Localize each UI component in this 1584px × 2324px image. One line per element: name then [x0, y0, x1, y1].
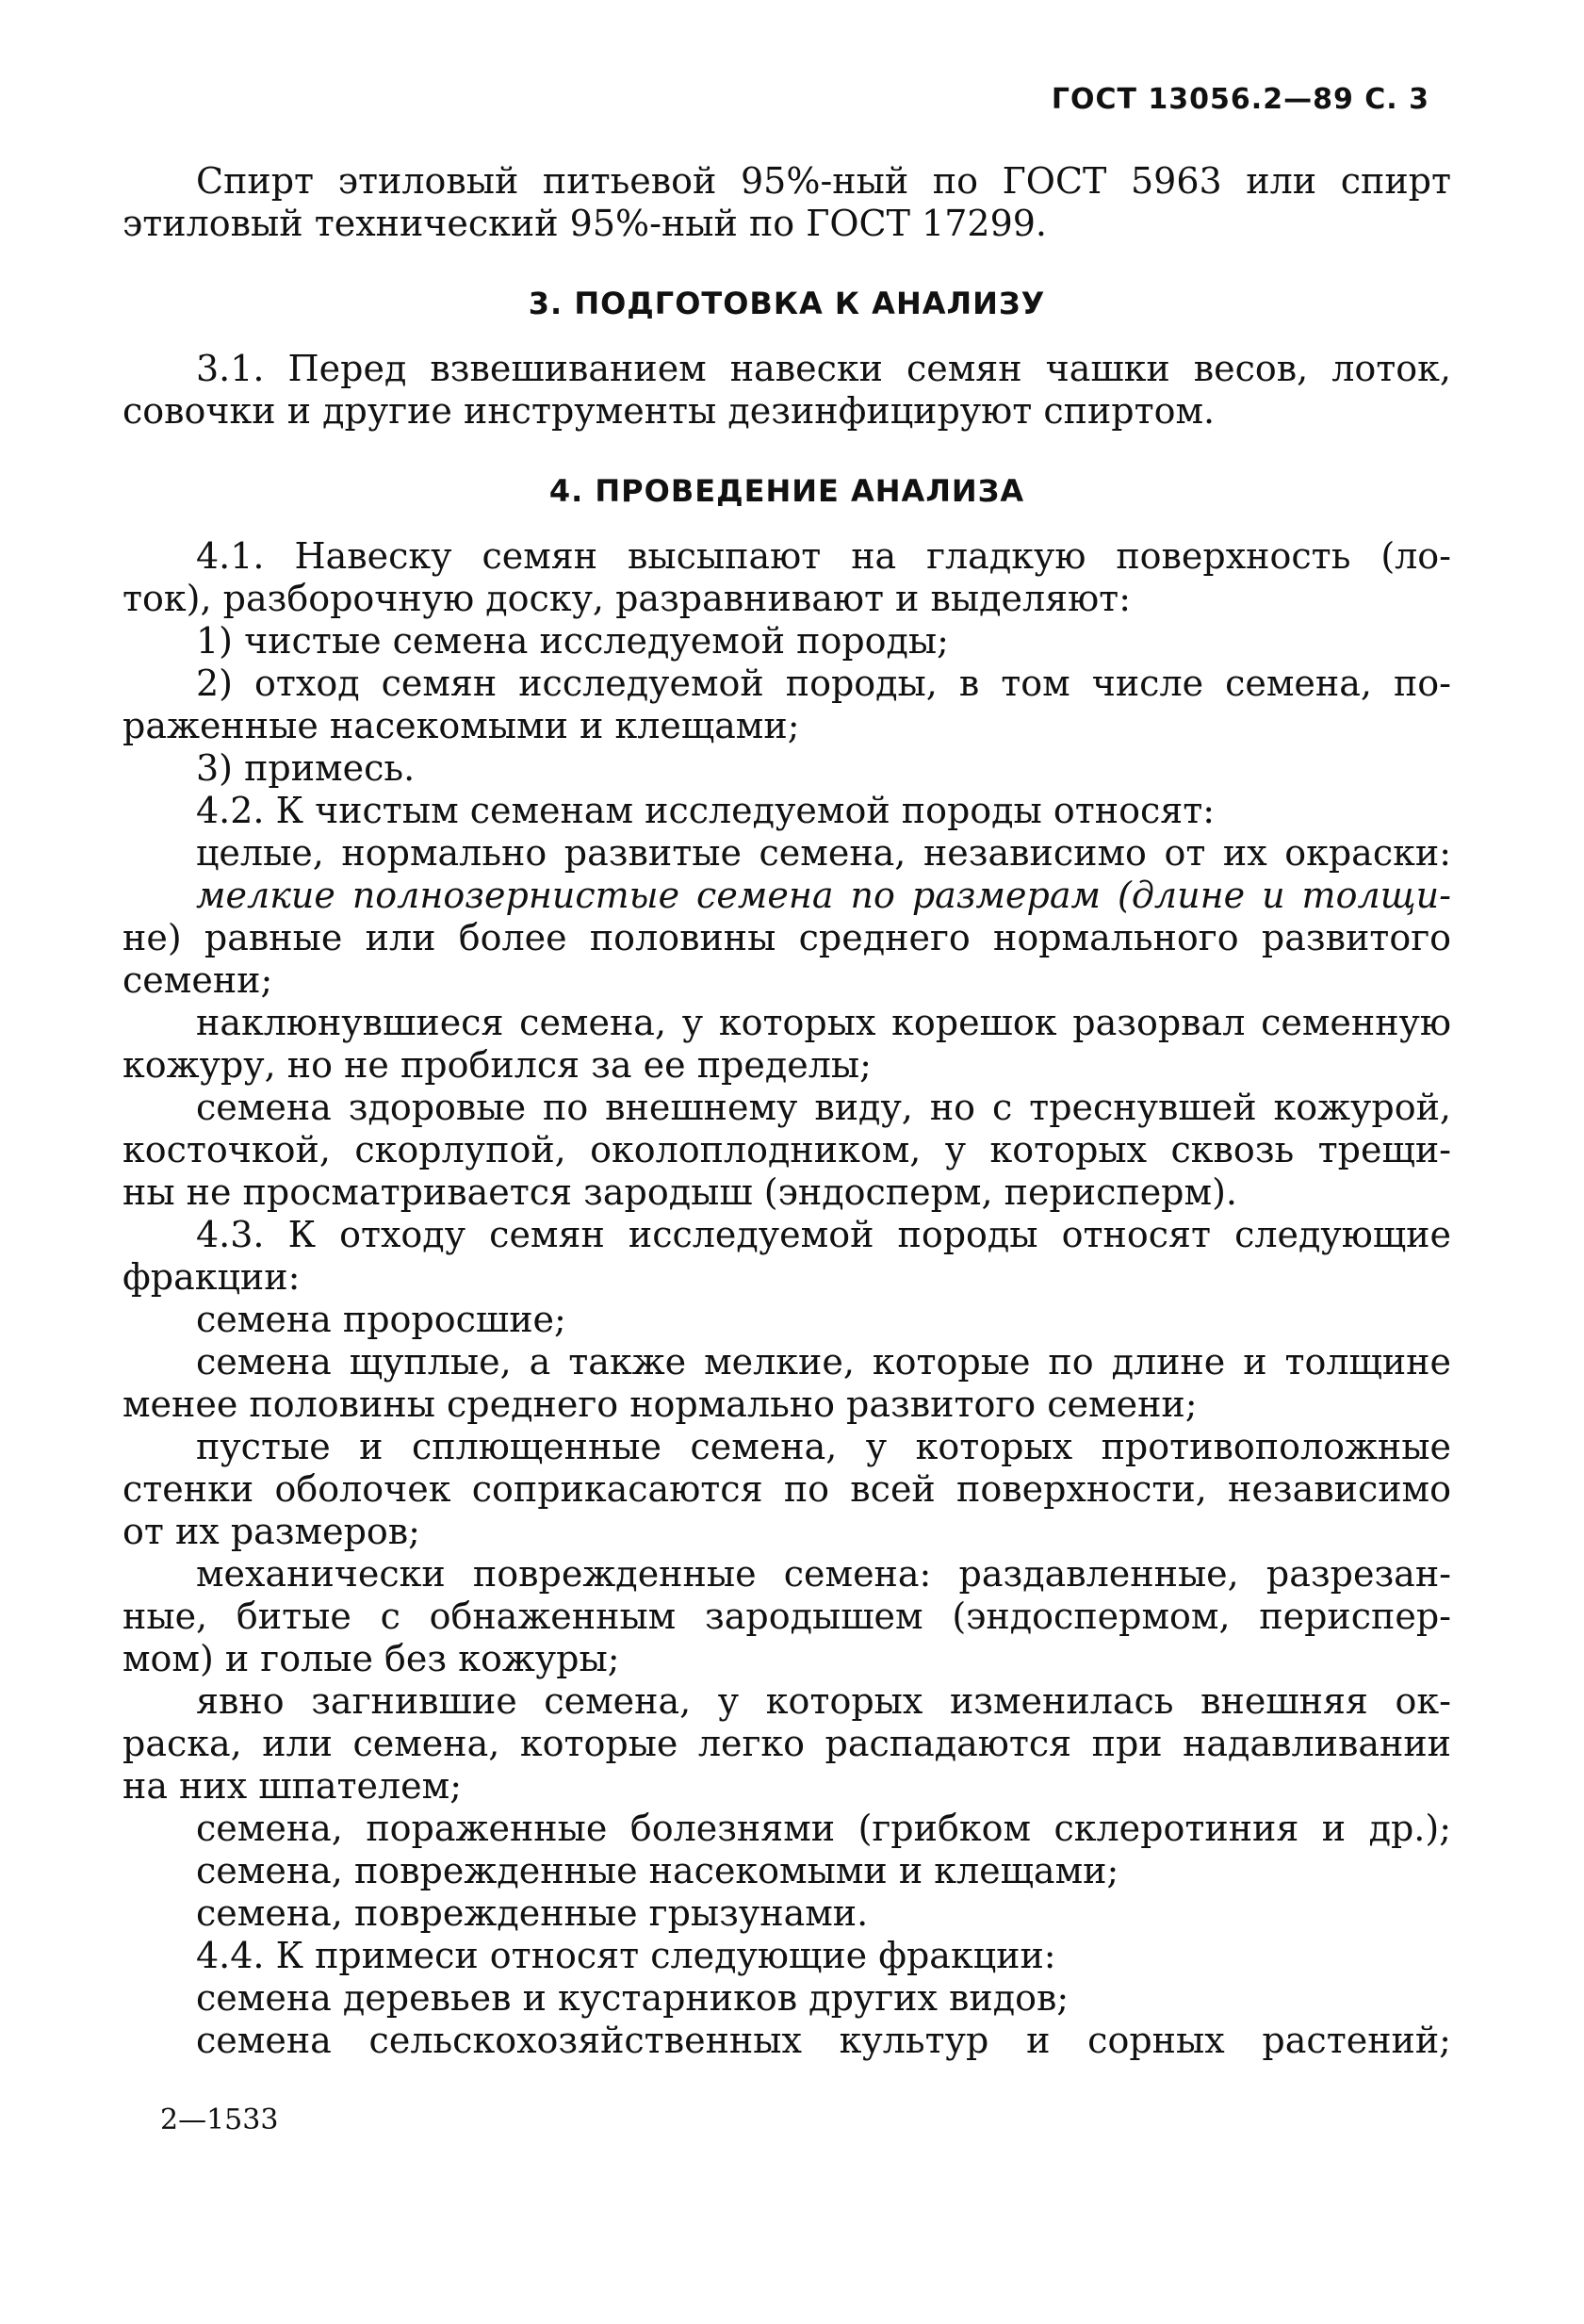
section-4-title: 4. ПРОВЕДЕНИЕ АНАЛИЗА	[548, 473, 1025, 509]
para-4-3-item: от их размеров;	[122, 1511, 420, 1552]
intro-line-1: Спирт этиловый питьевой 95%-ный по ГОСТ 5963 или спирт	[196, 160, 1451, 202]
para-4-2-item: семена здоровые по внешнему виду, но с треснувшей кожурой,	[196, 1087, 1451, 1128]
para-4-1-line-2: ток), разборочную доску, разравнивают и выделяют:	[122, 578, 1132, 619]
para-4-2-item: не) равные или более половины среднего нормального развитого	[122, 917, 1451, 958]
para-3-1-line-1: 3.1. Перед взвешиванием навески семян чашки весов, лоток,	[196, 348, 1451, 389]
para-4-3-line-1: 4.3. К отходу семян исследуемой породы относят следующие	[196, 1214, 1451, 1255]
para-4-2-item: целые, нормально развитые семена, независимо от их окраски:	[196, 832, 1451, 874]
para-4-3-item: семена, поврежденные грызунами.	[196, 1892, 869, 1934]
para-4-2-item: ны не просматривается зародыш (эндосперм, перисперм).	[122, 1171, 1237, 1213]
para-4-3-item: семена проросшие;	[196, 1299, 566, 1340]
printer-signature: 2—1533	[160, 2103, 279, 2136]
para-4-2-item: семени;	[122, 959, 273, 1001]
para-4-1-line-1: 4.1. Навеску семян высыпают на гладкую поверхность (ло-	[196, 535, 1451, 577]
para-4-1-item: 3) примесь.	[196, 747, 416, 789]
running-header: ГОСТ 13056.2—89 С. 3	[1051, 83, 1429, 116]
para-4-4-intro: 4.4. К примеси относят следующие фракции:	[196, 1935, 1056, 1976]
para-4-3-item: семена, пораженные болезнями (грибком склеротиния и др.);	[196, 1808, 1451, 1849]
intro-line-2: этиловый технический 95%-ный по ГОСТ 17299.	[122, 203, 1048, 244]
para-4-3-item: семена щуплые, а также мелкие, которые по длине и толщине	[196, 1341, 1451, 1383]
para-4-3-item: стенки оболочек соприкасаются по всей поверхности, независимо	[122, 1468, 1451, 1510]
para-3-1-line-2: совочки и другие инструменты дезинфицируют спиртом.	[122, 390, 1216, 432]
para-4-2-intro: 4.2. К чистым семенам исследуемой породы относят:	[196, 790, 1216, 831]
para-4-3-item: на них шпателем;	[122, 1765, 463, 1807]
para-4-3-item: пустые и сплющенные семена, у которых противоположные	[196, 1426, 1451, 1467]
para-4-4-item: семена деревьев и кустарников других видов;	[196, 1977, 1070, 2019]
para-4-3-item: явно загнившие семена, у которых изменилась внешняя ок-	[196, 1680, 1451, 1722]
para-4-4-item: семена сельскохозяйственных культур и сорных растений;	[196, 2020, 1451, 2061]
para-4-3-item: менее половины среднего нормально развитого семени;	[122, 1383, 1198, 1425]
para-4-1-item: раженные насекомыми и клещами;	[122, 705, 800, 746]
para-4-3-line-2: фракции:	[122, 1256, 301, 1298]
page-content	[122, 160, 1451, 2062]
para-4-3-item: механически поврежденные семена: раздавленные, разрезан-	[196, 1553, 1451, 1595]
para-4-2-item: кожуру, но не пробился за ее пределы;	[122, 1044, 872, 1086]
para-4-3-item: ные, битые с обнаженным зародышем (эндоспермом, периспер-	[122, 1596, 1451, 1637]
para-4-2-item: косточкой, скорлупой, околоплодником, у которых сквозь трещи-	[122, 1129, 1451, 1170]
para-4-3-item: раска, или семена, которые легко распадаются при надавливании	[122, 1723, 1451, 1764]
para-4-1-item: 2) отход семян исследуемой породы, в том числе семена, по-	[196, 663, 1451, 704]
para-4-3-item: семена, поврежденные насекомыми и клещами;	[196, 1850, 1119, 1891]
para-4-2-item: наклюнувшиеся семена, у которых корешок разорвал семенную	[196, 1002, 1451, 1043]
para-4-2-item: мелкие полнозернистые семена по размерам (длине и толщи-	[196, 875, 1451, 916]
para-4-3-item: мом) и голые без кожуры;	[122, 1638, 620, 1679]
section-3-title: 3. ПОДГОТОВКА К АНАЛИЗУ	[528, 286, 1046, 321]
para-4-1-item: 1) чистые семена исследуемой породы;	[196, 620, 949, 662]
